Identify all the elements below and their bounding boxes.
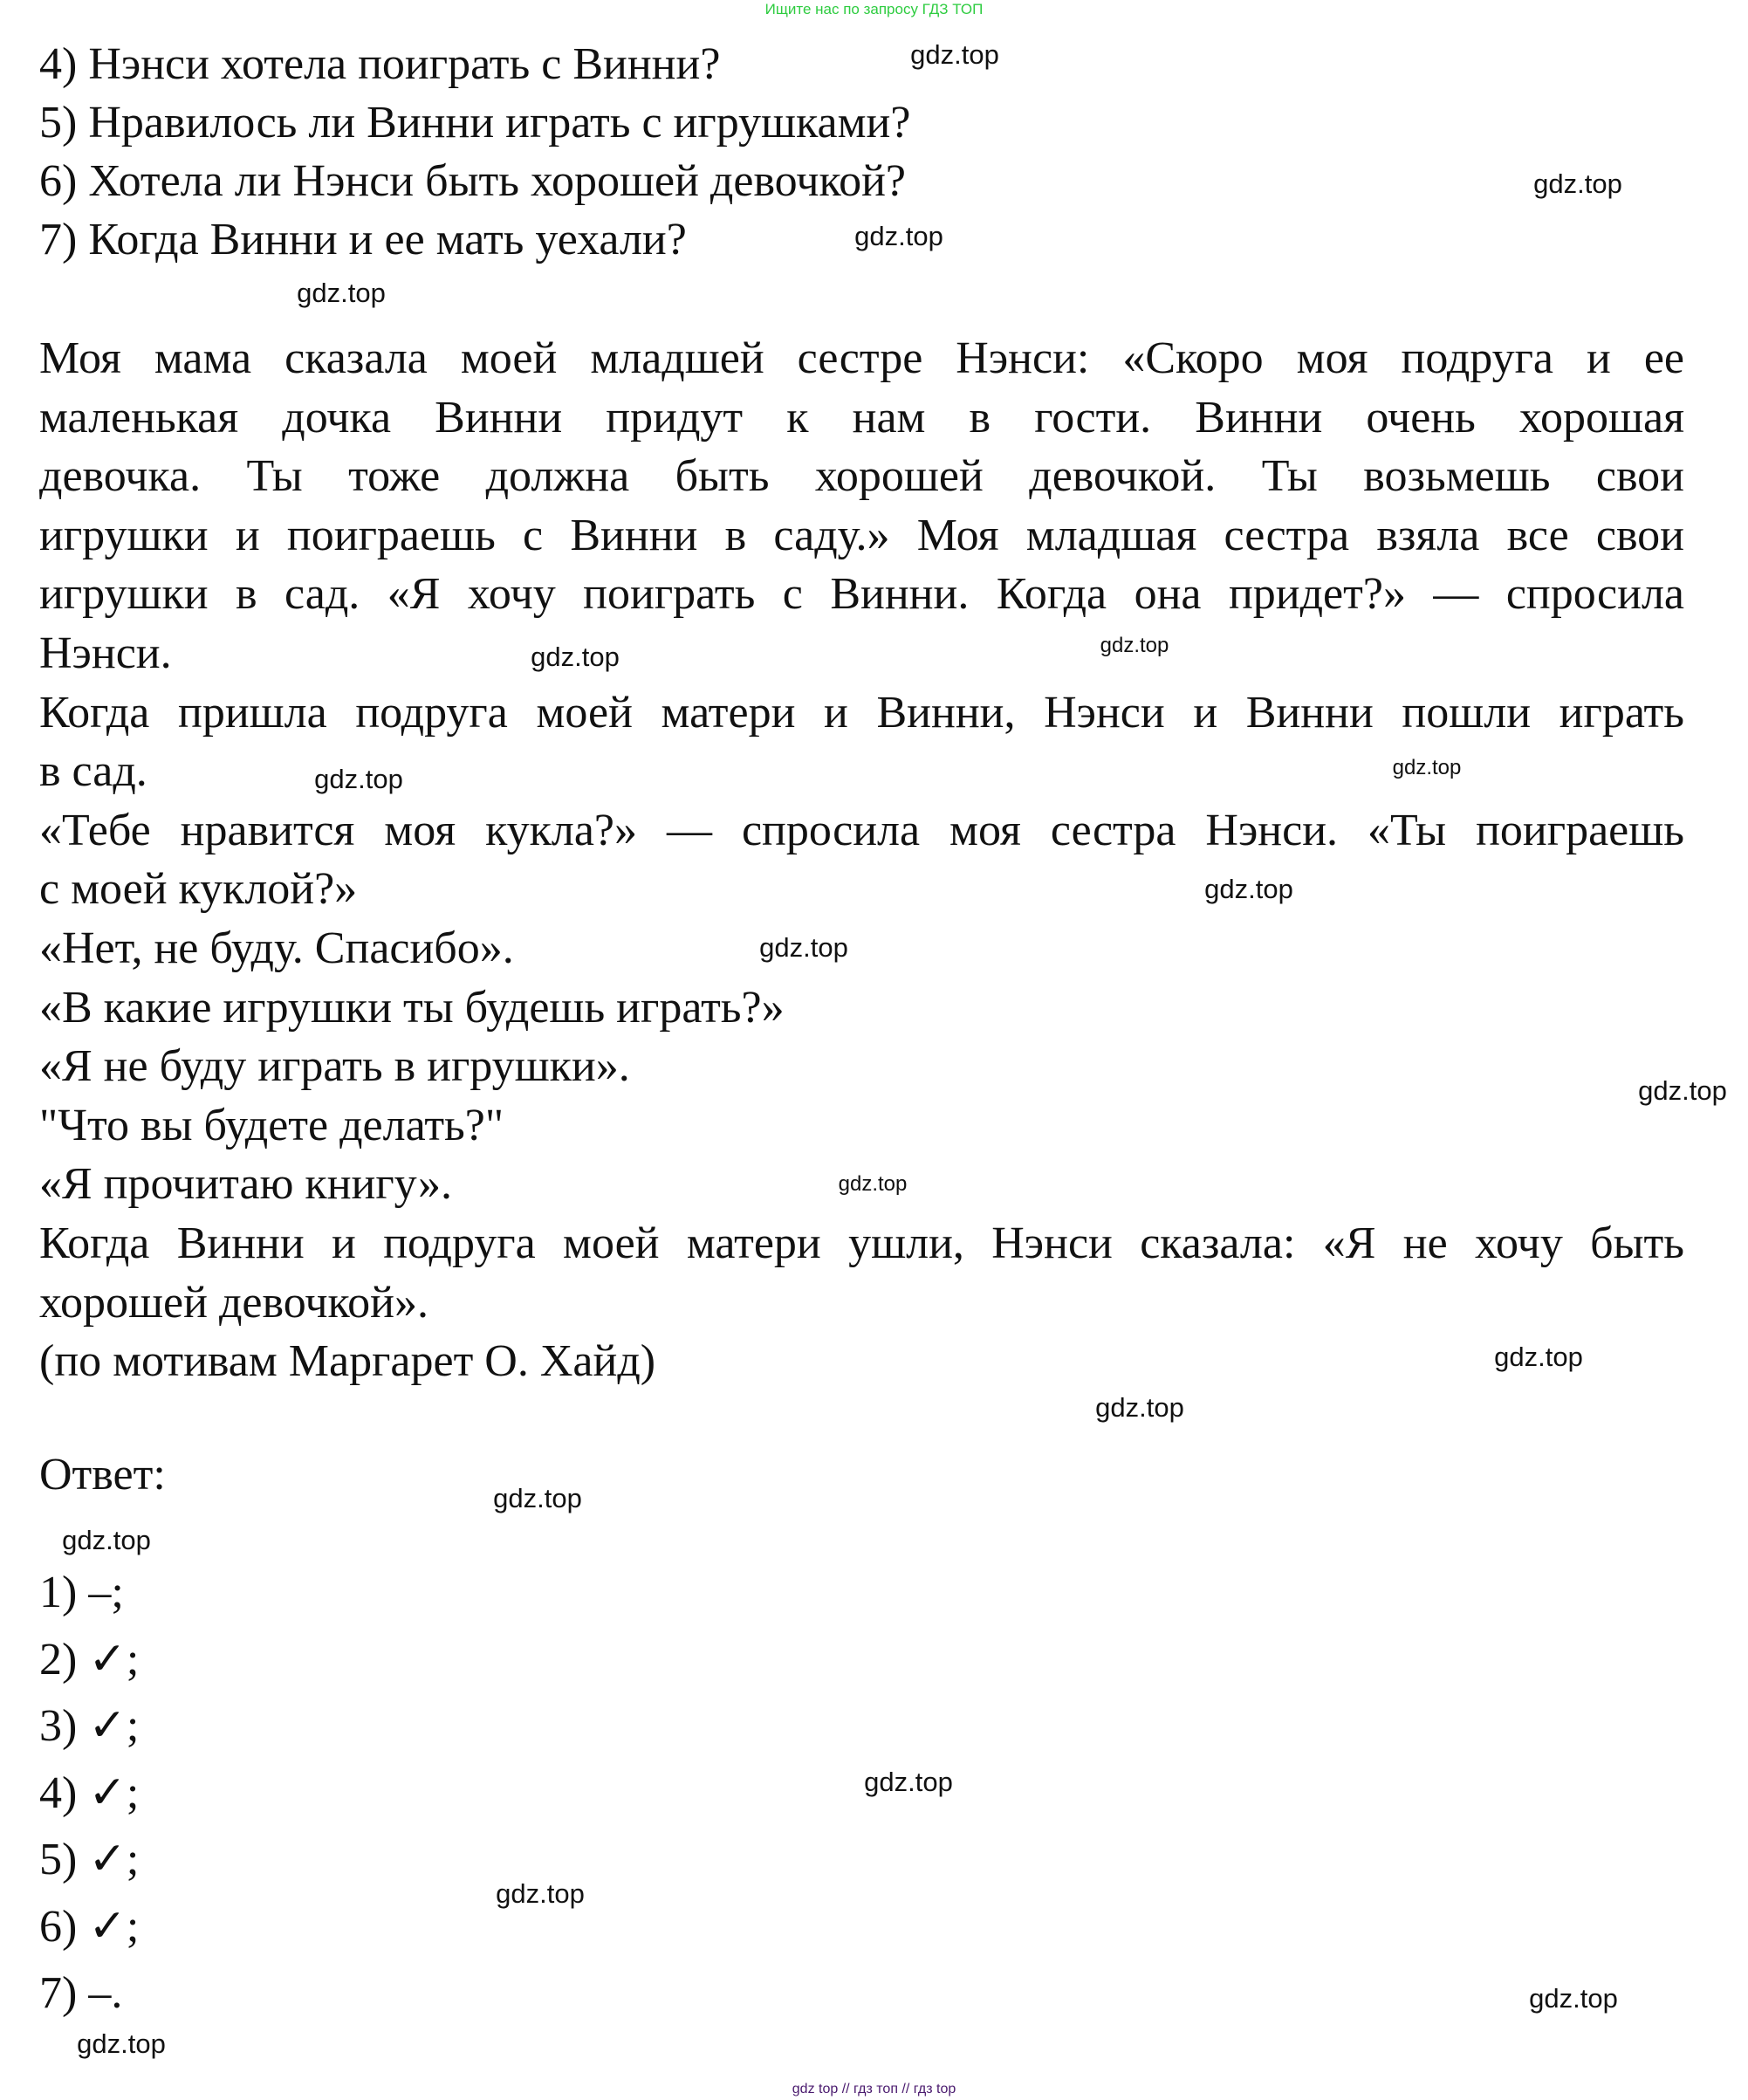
story-line: игрушки в сад. «Я хочу поиграть с Винни. Когда она придет?» — спросила [39,569,1684,620]
top-banner: Ищите нас по запросу ГДЗ ТОП [764,1,984,17]
question-item: 4) Нэнси хотела поиграть с Винни? [39,39,721,89]
story-line: «Тебе нравится моя кукла?» — спросила моя сестра Нэнси. «Ты поиграешь [39,805,1684,855]
story-line: «В какие игрушки ты будешь играть?» [39,982,785,1033]
watermark: gdz.top [297,278,386,308]
answer-item: 7) –. [39,1968,123,2018]
question-item: 6) Хотела ли Нэнси быть хорошей девочкой? [39,156,907,206]
story-line: маленькая дочка Винни придут к нам в гости. Винни очень хорошая [39,392,1684,443]
story-line: (по мотивам Маргарет О. Хайд) [39,1336,656,1387]
story-line: «Нет, не буду. Спасибо». [39,923,514,973]
watermark: gdz.top [62,1525,151,1555]
story-line: с моей куклой?» [39,864,358,915]
story-line: Когда пришла подруга моей матери и Винни, Нэнси и Винни пошли играть [39,687,1684,738]
story-line: девочка. Ты тоже должна быть хорошей девочкой. Ты возьмешь свои [39,451,1684,502]
answer-item: 2) ✓; [39,1634,140,1685]
watermark: gdz.top [1204,874,1293,904]
watermark: gdz.top [838,1172,908,1196]
watermark: gdz.top [496,1878,585,1909]
answer-item: 5) ✓; [39,1835,140,1884]
story-line: «Я не буду играть в игрушки». [39,1041,630,1092]
answer-heading: Ответ: [39,1450,166,1500]
story-line: в сад. [39,746,147,797]
story-line: игрушки и поиграешь с Винни в саду.» Моя младшая сестра взяла все свои [39,510,1684,560]
story-line: хорошей девочкой». [39,1277,428,1328]
story-line: Нэнси. [39,628,172,678]
watermark: gdz.top [1095,1392,1184,1423]
watermark: gdz.top [759,932,848,963]
answer-item: 6) ✓; [39,1901,140,1952]
watermark: gdz.top [1533,168,1622,199]
story-text [39,329,1684,1391]
bottom-banner: gdz top // гдз топ // гдз top [792,2082,956,2097]
watermark: gdz.top [1392,756,1462,779]
question-item: 5) Нравилось ли Винни играть с игрушками? [39,98,911,148]
answer-item: 4) ✓; [39,1767,140,1818]
watermark: gdz.top [864,1767,953,1797]
watermark: gdz.top [854,221,943,251]
watermark: gdz.top [1638,1075,1727,1106]
answers-list [39,1560,1684,2028]
story-line: «Я прочитаю книгу». [39,1159,452,1210]
story-line: Когда Винни и подруга моей матери ушли, Нэнси сказала: «Я не хочу быть [39,1218,1684,1268]
answer-item: 1) –; [39,1568,124,1617]
watermark: gdz.top [1529,1983,1618,2014]
story-line: Моя мама сказала моей младшей сестре Нэнси: «Скоро моя подруга и ее [39,333,1684,383]
watermark: gdz.top [531,642,620,672]
watermark: gdz.top [910,39,999,70]
watermark: gdz.top [493,1483,582,1513]
story-line: "Что вы будете делать?" [39,1100,504,1150]
watermark: gdz.top [1100,634,1169,657]
answer-item: 3) ✓; [39,1701,140,1751]
watermark: gdz.top [314,764,403,794]
watermark: gdz.top [1494,1342,1583,1372]
watermark: gdz.top [77,2028,166,2059]
question-item: 7) Когда Винни и ее мать уехали? [39,215,687,264]
